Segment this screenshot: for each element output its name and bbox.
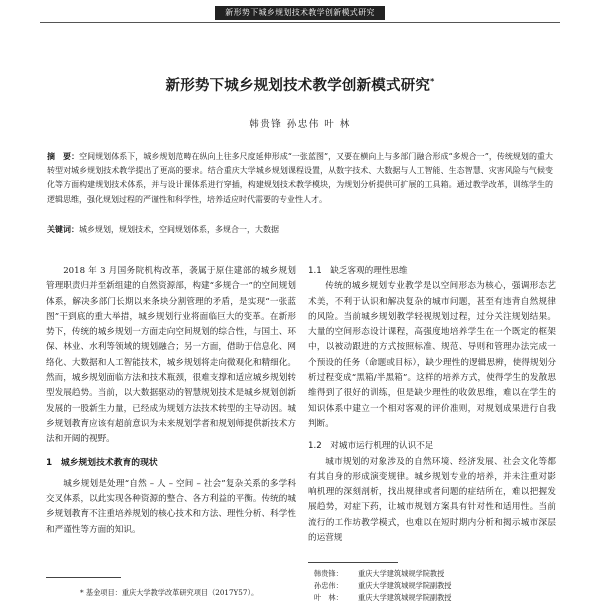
author-bio xyxy=(314,580,451,592)
footnote-rule xyxy=(46,577,121,578)
author-bio-info: 重庆大学建筑城规学院副教授 xyxy=(358,593,452,602)
running-header xyxy=(0,0,600,26)
author-bio-name: 韩贵锋： xyxy=(314,569,343,578)
author-bios xyxy=(314,568,451,604)
abstract xyxy=(47,150,553,207)
abstract-label: 摘 要： xyxy=(47,152,80,161)
section-1-heading: 1 城乡规划技术教育的现状 xyxy=(46,457,158,468)
body-column-right xyxy=(308,264,556,546)
author-bio-info: 重庆大学建筑城规学院副教授 xyxy=(358,581,452,590)
author-bio-name: 孙忠伟： xyxy=(314,581,343,590)
subsection-1-2-paragraph: 城市规划的对象涉及的自然环境、经济发展、社会文化等都有其自身的形成演变规律。城乡规划专业的培养，并未注重对影响机理的深刻剖析，找出规律或者问题的症结所在，难以把握发展趋势，对症下药，让城市规划方案具有针对性和适用性。当前流行的工作坊教学模式，也难以在短时期内分析和揭示城市深层的运营规 xyxy=(308,456,556,544)
subsection-1-2-heading: 1.2 对城市运行机理的认识不足 xyxy=(308,441,434,452)
author-bio-info: 重庆大学建筑城规学院教授 xyxy=(358,569,445,578)
subsection-1-1-heading: 1.1 缺乏客观的理性思维 xyxy=(308,266,408,276)
article-title-text: 新形势下城乡规划技术教学创新模式研究 xyxy=(165,78,431,94)
keywords-text: 城乡规划，规划技术，空间规划体系，多规合一，大数据 xyxy=(79,225,279,234)
header-rule xyxy=(40,22,560,23)
author-bio-rule xyxy=(308,562,398,563)
subsection-1-1-paragraph: 传统的城乡规划专业教学是以空间形态为核心，强调形态艺术美，不利于认识和解决复杂的城市问题，甚至有违背自然规律的风险。当前城乡规划教学轻视规划过程，过分关注规划结果。大量的空间形态设计课程，高强度地培养学生在一个既定的框架中，以被动跟进的方式按照标准、规范、导则和管理办法完成一个预设的任务（命题或目标），缺少理性的逻辑思辨，使得规划分析过程变成“黑箱/半黑箱”。这样的培养方式，使得学生的发散思维得到了很好的训练，但是缺少理性的收敛思维，难以在学生的知识体系中建立一个相对客观的评价准则，对规划成果进行自我判断。 xyxy=(308,281,556,429)
author-bio xyxy=(314,568,451,580)
abstract-text: 空间规划体系下，城乡规划范畴在纵向上往多尺度延伸形成“一张蓝图”，又要在横向上与多部门融合形成“多规合一”，传统规划的重大转型对城乡规划技术教学提出了更高的要求。结合重庆大学城乡规划课程设置，从数字技术、大数据与人工智能、生态智慧、灾害风险与气候变化等方面构建规划技术体系，并与设计课体系进行穿插，构建规划技术教学模块，为规划分析提供可扩展的工具箱。通过教学改革，训练学生的逻辑思维，强化规划过程的严谨性和科学性，培养适应时代需要的专业性人才。 xyxy=(47,152,554,204)
article-title xyxy=(40,74,560,95)
author-bio-name: 叶 林： xyxy=(314,593,343,602)
title-footnote-mark: * xyxy=(430,77,435,87)
keywords-label: 关键词： xyxy=(47,225,79,234)
funding-footnote: * 基金项目：重庆大学教学改革研究项目（2017Y57）。 xyxy=(80,588,259,597)
intro-paragraph: 2018 年 3 月国务院机构改革，袭属于原住建部的城乡规划管理职责归并至新组建的自然资源部，构建“多规合一”的空间规划体系，解决多部门长期以来条块分割管理的矛盾，是实现“一张蓝图”干到底的重大举措，城乡规划行业将面临巨大的变革。在新形势下，传统的城乡规划一方面走向空间规划的综合性，与国土、环保、林业、水利等领域的规划融合；另一方面，借助于信息化、网络化、大数据和人工智能技术，城乡规划将走向微观化和精细化。然而，城乡规划面临方法和技术瓶颈，很难支撑和适应城乡规划转型发展趋势。当前，以大数据驱动的智慧规划技术是城乡规划创新发展的一股新生力量，已经成为规划方法技术转型的主导动因。城乡规划教育应该有超前意识为未来规划学者和规划师提供新技术方法和开阔的视野。 xyxy=(46,266,296,445)
author-bio xyxy=(314,592,451,604)
running-title: 新形势下城乡规划技术教学创新模式研究 xyxy=(215,6,385,20)
body-column-left xyxy=(46,264,296,538)
author-line: 韩贵锋 孙忠伟 叶 林 xyxy=(249,119,351,130)
section-1-paragraph: 城乡规划是处理“自然 – 人 – 空间 – 社会”复杂关系的多学科交叉体系，以此实现各种资源的整合、各方利益的平衡。传统的城乡规划教育不注重培养规划的核心技术和方法、理性分析、科学性和严谨性等方面的知识。 xyxy=(46,478,296,535)
keywords xyxy=(47,223,553,237)
